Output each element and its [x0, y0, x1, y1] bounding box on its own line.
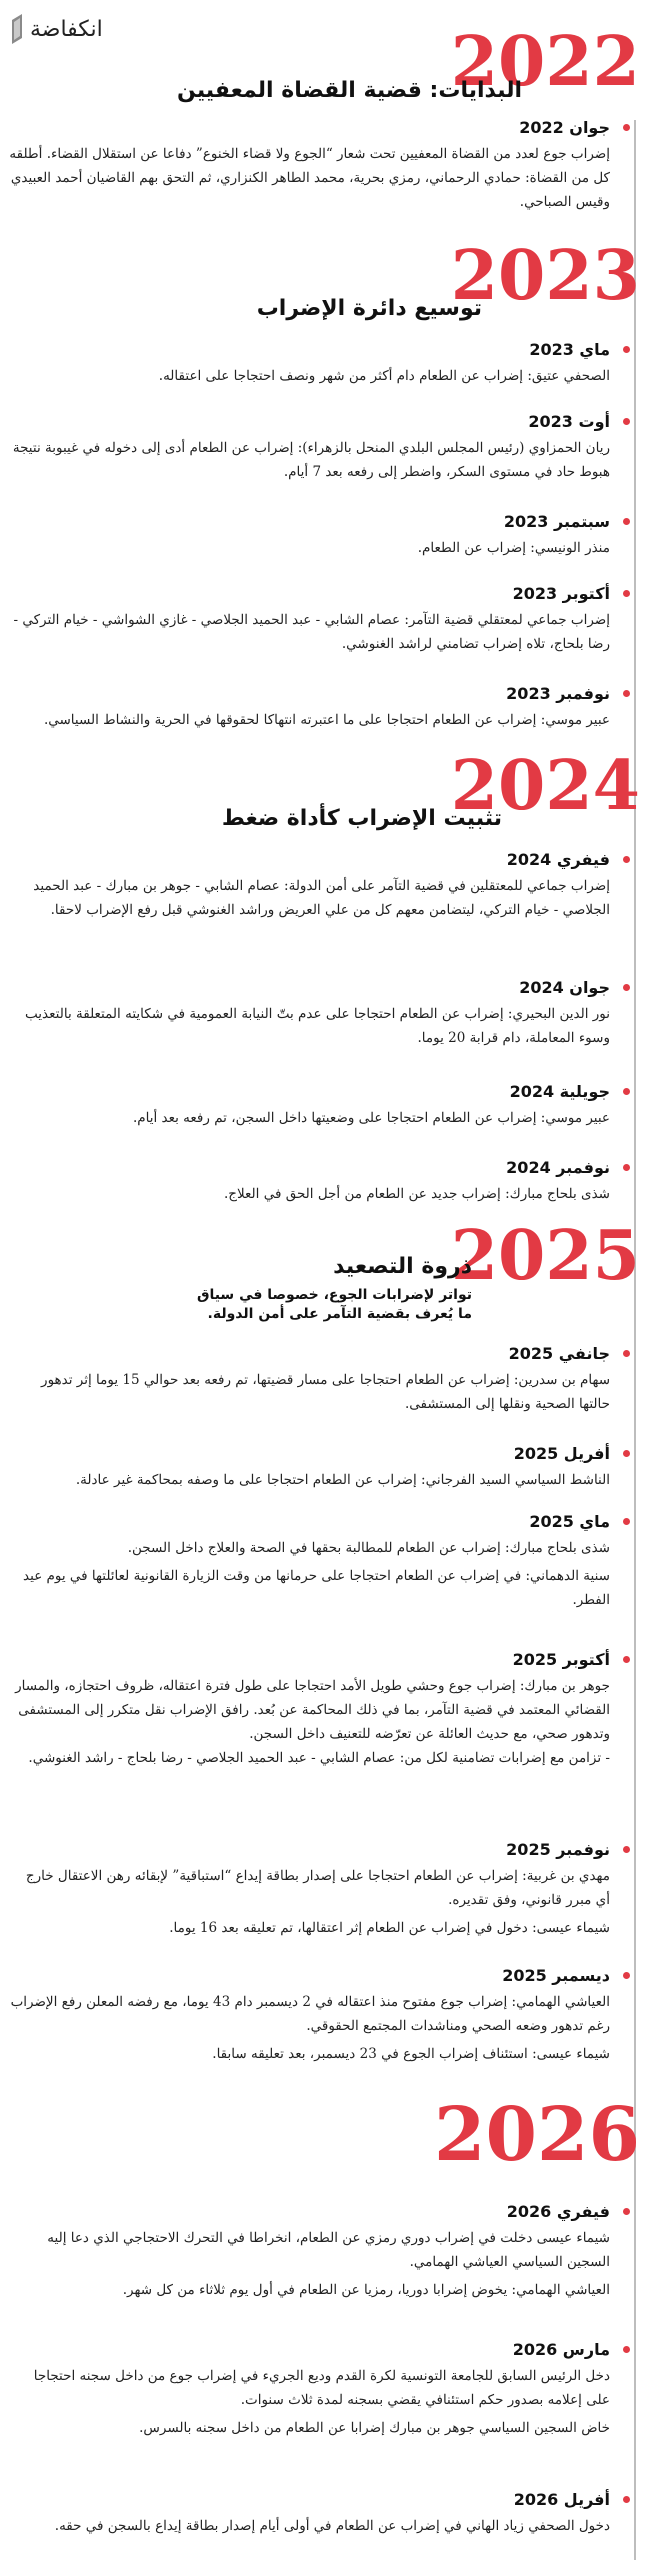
entry-date: أكتوبر 2025: [512, 1650, 610, 1669]
entry-date: نوفمبر 2025: [506, 1840, 610, 1859]
entry-text: شيماء عيسى دخلت في إضراب دوري رمزي عن الطعام، انخراطا في التحرك الاحتجاجي الذي دعا إليه السجين السياسي العياشي الهمامي. العياشي الهمامي: يخوض إضرابا دوريا، رمزيا عن الطعام في أول يوم ثلاثاء من كل شهر.: [47, 2230, 610, 2298]
timeline-line: [634, 120, 636, 2560]
timeline-dot: [623, 1972, 630, 1979]
entry-text: جوهر بن مبارك: إضراب جوع وحشي طويل الأمد احتجاجا على طول فترة اعتقاله، ظروف احتجازه، والمسار القضائي المعتمد في قضية التآمر، بما في ذلك المحاكمة عن بُعد. رافق الإضراب نقل متكرر إلى المستشفى وتدهور صحي، مع حديث العائلة عن تعرّضه للتعنيف داخل السجن. - تزامن مع إضرابات تضامنية لكل من: عصام الشابي - عبد الحميد الجلاصي - رضا بلحاج - راشد الغنوشي.: [15, 1678, 610, 1766]
timeline-entry: [8, 1966, 624, 2066]
timeline-dot: [623, 418, 630, 425]
year-number: 2023: [450, 236, 640, 316]
entry-text: إضراب جماعي للمعتقلين في قضية التآمر على أمن الدولة: عصام الشابي - جوهر بن مبارك - عبد الحميد الجلاصي - خيام التركي، ليتضامن معهم كل من علي العريض وراشد الغنوشي قبل رفع الإضراب لاحقا.: [33, 878, 610, 918]
timeline-entry: [8, 850, 624, 922]
timeline-entry: [8, 412, 624, 484]
entry-date: سبتمبر 2023: [503, 512, 610, 531]
timeline-entry: [8, 1344, 624, 1416]
timeline-entry: [8, 512, 624, 560]
year-number: 2024: [450, 746, 640, 826]
entry-date: ديسمبر 2025: [502, 1966, 610, 1985]
entry-date: جوان 2022: [519, 118, 610, 137]
year-subtitle: تواتر لإضرابات الجوع، خصوصا في سياق ما يُعرف بقضية التآمر على أمن الدولة.: [196, 1287, 472, 1322]
timeline-dot: [623, 346, 630, 353]
timeline-entry: [8, 118, 624, 214]
timeline-dot: [623, 856, 630, 863]
entry-date: فيفري 2026: [506, 2202, 610, 2221]
timeline-dot: [623, 1164, 630, 1171]
entry-date: أفريل 2025: [513, 1444, 610, 1463]
timeline-dot: [623, 1450, 630, 1457]
year-number: 2025: [450, 1216, 640, 1296]
entry-date: أوت 2023: [528, 412, 610, 431]
entry-text: الناشط السياسي السيد الفرجاني: إضراب عن الطعام احتجاجا على ما وصفه بمحاكمة غير عادلة.: [75, 1472, 610, 1488]
timeline-entry: [8, 340, 624, 388]
entry-text: شذى بلحاج مبارك: إضراب جديد عن الطعام من أجل الحق في العلاج.: [223, 1186, 610, 1202]
entry-text: دخل الرئيس السابق للجامعة التونسية لكرة القدم وديع الجريء في إضراب جوع من داخل سجنه احتجاجا على إعلامه بصدور حكم استئنافي يقضي بسجنه لمدة ثلاث سنوات. خاض السجين السياسي جوهر بن مبارك إضرابا عن الطعام من داخل سجنه بالسرس.: [33, 2368, 610, 2436]
timeline-dot: [623, 2208, 630, 2215]
entry-text: سهام بن سدرين: إضراب عن الطعام احتجاجا على مسار قضيتها، تم رفعه بعد حوالي 15 يوما إثر تدهور حالتها الصحية ونقلها إلى المستشفى.: [41, 1372, 610, 1412]
entry-text: عبير موسي: إضراب عن الطعام احتجاجا على ما اعتبرته انتهاكا لحقوقها في الحرية والنشاط السياسي.: [43, 712, 610, 728]
timeline-dot: [623, 984, 630, 991]
entry-date: نوفمبر 2023: [506, 684, 610, 703]
timeline-dot: [623, 518, 630, 525]
timeline-entry: [8, 1650, 624, 1770]
timeline-dot: [623, 590, 630, 597]
year-number: 2022: [450, 22, 640, 102]
year-title: ذروة التصعيد: [333, 1254, 472, 1279]
year-title: توسيع دائرة الإضراب: [256, 296, 482, 321]
year-title: تثبيت الإضراب كأداة ضغط: [221, 806, 502, 831]
timeline-dot: [623, 2496, 630, 2503]
timeline-dot: [623, 1846, 630, 1853]
entry-text: مهدي بن غربية: إضراب عن الطعام احتجاجا على إصدار بطاقة إيداع “استباقية” لإبقائه رهن الاعتقال خارج أي مبرر قانوني، وفق تقديره. شيماء عيسى: دخول في إضراب عن الطعام إثر اعتقالها، تم تعليقه بعد 16 يوما.: [25, 1868, 610, 1936]
year-number: 2026: [434, 2092, 640, 2178]
timeline-entry: [8, 1840, 624, 1940]
timeline-entry: [8, 1444, 624, 1492]
entry-text: شذى بلحاج مبارك: إضراب عن الطعام للمطالبة بحقها في الصحة والعلاج داخل السجن. سنية الدهماني: في إضراب عن الطعام احتجاجا على حرمانها من وقت الزيارة القانونية لعائلتها في يوم عيد الفطر.: [23, 1540, 610, 1608]
logo-text: انكفاضة: [30, 16, 103, 42]
entry-date: ماي 2025: [529, 1512, 610, 1531]
entry-text: دخول الصحفي زياد الهاني في إضراب عن الطعام في أولى أيام إصدار بطاقة إيداع بالسجن في حقه.: [54, 2518, 610, 2534]
timeline-dot: [623, 1518, 630, 1525]
timeline-entry: [8, 1158, 624, 1206]
entry-date: فيفري 2024: [506, 850, 610, 869]
entry-date: جوان 2024: [519, 978, 610, 997]
entry-text: ريان الحمزاوي (رئيس المجلس البلدي المنحل بالزهراء): إضراب عن الطعام أدى إلى دخوله في غيبوبة نتيجة هبوط حاد في مستوى السكر، واضطر إلى رفعه بعد 7 أيام.: [12, 440, 610, 480]
entry-date: مارس 2026: [512, 2340, 610, 2359]
timeline-entry: [8, 684, 624, 732]
entry-date: ماي 2023: [529, 340, 610, 359]
timeline-dot: [623, 1350, 630, 1357]
entry-text: إضراب جماعي لمعتقلي قضية التآمر: عصام الشابي - عبد الحميد الجلاصي - غازي الشواشي - خيام التركي - رضا بلحاج، تلاه إضراب تضامني لراشد الغنوشي.: [13, 612, 610, 652]
timeline-entry: [8, 978, 624, 1050]
entry-text: الصحفي عتيق: إضراب عن الطعام دام أكثر من شهر ونصف احتجاجا على اعتقاله.: [158, 368, 610, 384]
timeline-dot: [623, 1656, 630, 1663]
entry-date: جويلية 2024: [509, 1082, 610, 1101]
timeline-entry: [8, 2490, 624, 2538]
entry-date: أكتوبر 2023: [512, 584, 610, 603]
timeline-entry: [8, 1512, 624, 1612]
timeline-dot: [623, 1088, 630, 1095]
entry-date: جانفي 2025: [508, 1344, 610, 1363]
timeline-entry: [8, 2202, 624, 2302]
timeline-dot: [623, 690, 630, 697]
entry-text: عبير موسي: إضراب عن الطعام احتجاجا على وضعيتها داخل السجن، تم رفعه بعد أيام.: [132, 1110, 610, 1126]
timeline-entry: [8, 584, 624, 656]
year-title: البدايات: قضية القضاة المعفيين: [177, 78, 522, 103]
entry-text: إضراب جوع لعدد من القضاة المعفيين تحت شعار “الجوع ولا قضاء الخنوع” دفاعا عن استقلال القضاء. أطلقه كل من القضاة: حمادي الرحماني، رمزي بحرية، محمد الطاهر الكنزاري، ثم التحق بهم القاضيان أحمد العبيدي وقيس الصباحي.: [9, 146, 610, 210]
entry-date: نوفمبر 2024: [506, 1158, 610, 1177]
entry-text: منذر الونيسي: إضراب عن الطعام.: [417, 540, 610, 556]
entry-text: العياشي الهمامي: إضراب جوع مفتوح منذ اعتقاله في 2 ديسمبر دام 43 يوما، مع رفضه المعلن رفع الإضراب رغم تدهور وضعه الصحي ومناشدات المجتمع الحقوقي. شيماء عيسى: استئناف إضراب الجوع في 23 ديسمبر، بعد تعليقه سابقا.: [10, 1994, 610, 2062]
timeline-entry: [8, 1082, 624, 1130]
timeline-entry: [8, 2340, 624, 2440]
entry-date: أفريل 2026: [513, 2490, 610, 2509]
entry-text: نور الدين البحيري: إضراب عن الطعام احتجاجا على عدم بتّ النيابة العمومية في شكايته المتعلقة بالتعذيب وسوء المعاملة، دام قرابة 20 يوما.: [25, 1006, 610, 1046]
timeline-dot: [623, 124, 630, 131]
timeline-dot: [623, 2346, 630, 2353]
